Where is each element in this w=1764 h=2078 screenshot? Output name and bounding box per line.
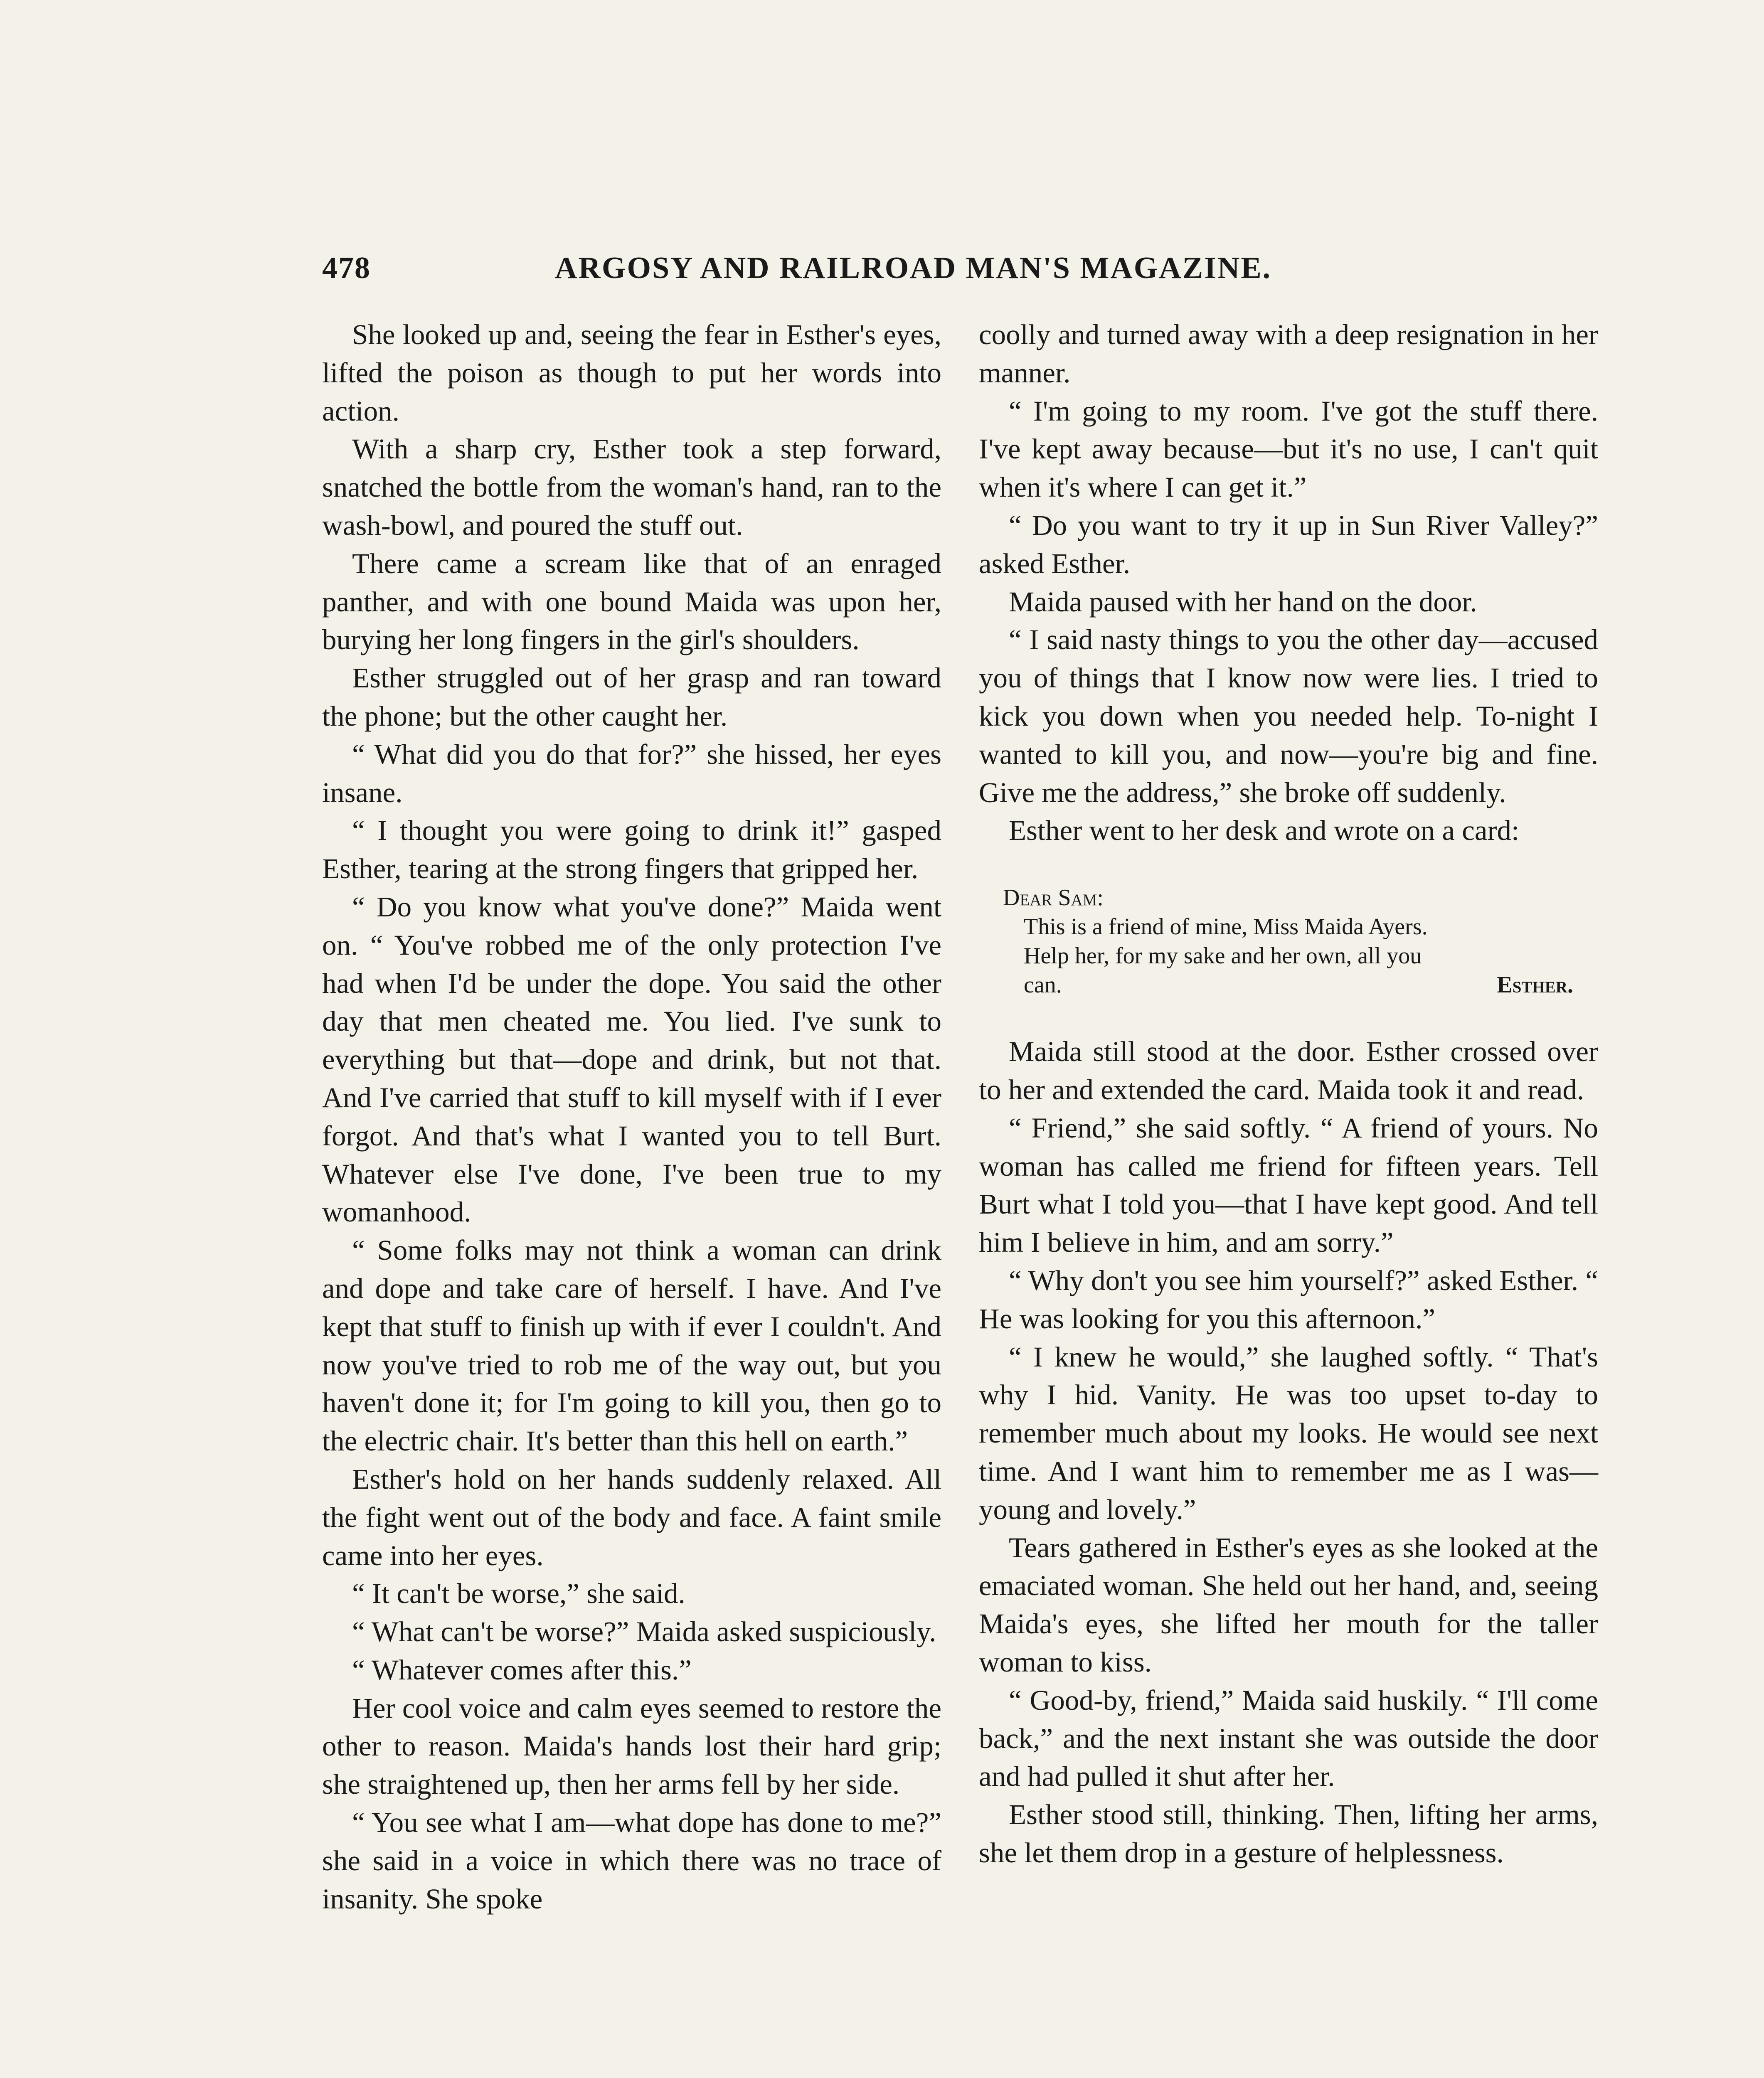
paragraph: “ Good-by, friend,” Maida said huskily. “ I'll come back,” and the next instant she was outside the door and had pulled it shut after her. <box>979 1684 1598 1792</box>
paragraph: “ Do you know what you've done?” Maida went on. “ You've robbed me of the only protection I've had when I'd be under the dope. You said the other day that men cheated me. You lied. I've sunk to everything but that—dope and drink, but not that. And I've carried that stuff to kill myself with if I ever forgot. And that's what I wanted you to tell Burt. Whatever else I've done, I've been true to my womanhood. <box>322 891 941 1228</box>
paragraph: “ You see what I am—what dope has done to me?” she said in a voice in which there was no trace of insanity. She spoke <box>322 1807 941 1915</box>
paragraph: “ I'm going to my room. I've got the stuff there. I've kept away because—but it's no use, I can't quit when it's where I can get it.” <box>979 395 1598 503</box>
left-column <box>322 316 941 1918</box>
paragraph: “ It can't be worse,” she said. <box>352 1578 685 1610</box>
letter-card <box>979 883 1598 1000</box>
paragraph: Esther stood still, thinking. Then, lifting her arms, she let them drop in a gesture of helplessness. <box>979 1799 1598 1869</box>
paragraph: “ Why don't you see him yourself?” asked Esther. “ He was looking for you this afternoon.” <box>979 1264 1598 1334</box>
paragraph: “ Do you want to try it up in Sun River Valley?” asked Esther. <box>979 509 1598 579</box>
paragraph: Maida paused with her hand on the door. <box>1009 586 1477 618</box>
paragraph: “ Some folks may not think a woman can drink and dope and take care of herself. I have. And I've kept that stuff to finish up with if ever I couldn't. And now you've tried to rob me of the way out, but you haven't done it; for I'm going to kill you, then go to the electric chair. It's better than this hell on earth.” <box>322 1234 941 1457</box>
paragraph: “ Whatever comes after this.” <box>352 1654 692 1686</box>
page-number: 478 <box>322 251 371 285</box>
paragraph: “ I knew he would,” she laughed softly. “ That's why I hid. Vanity. He was too upset to-day to remember much about my looks. He would see next time. And I want him to remember me as I was—young and lovely.” <box>979 1341 1598 1525</box>
letter-line: This is a friend of mine, Miss Maida Ayers. <box>1024 914 1428 940</box>
paragraph: “ I said nasty things to you the other day—accused you of things that I know now were lies. I tried to kick you down when you needed help. To-night I wanted to kill you, and now—you're big and fine. Give me the address,” she broke off suddenly. <box>979 624 1598 808</box>
paragraph: With a sharp cry, Esther took a step forward, snatched the bottle from the woman's hand, ran to the wash-bowl, and poured the stuff out. <box>322 433 941 541</box>
paragraph: Esther struggled out of her grasp and ran toward the phone; but the other caught her. <box>322 662 941 732</box>
paragraph: “ What did you do that for?” she hissed, her eyes insane. <box>322 738 941 808</box>
paragraph: Esther's hold on her hands suddenly relaxed. All the fight went out of the body and face. A faint smile came into her eyes. <box>322 1463 941 1571</box>
paragraph: Esther went to her desk and wrote on a card: <box>1009 815 1520 847</box>
paragraph: There came a scream like that of an enraged panther, and with one bound Maida was upon her, burying her long fingers in the girl's shoulders. <box>322 547 941 656</box>
paragraph: “ Friend,” she said softly. “ A friend of yours. No woman has called me friend for fifteen years. Tell Burt what I told you—that I have kept good. And tell him I believe in him, and am sorry.” <box>979 1112 1598 1258</box>
letter-signature: Esther. <box>1497 972 1573 998</box>
paragraph: “ What can't be worse?” Maida asked suspiciously. <box>352 1616 936 1648</box>
paragraph: Her cool voice and calm eyes seemed to restore the other to reason. Maida's hands lost their hard grip; she straightened up, then her arms fell by her side. <box>322 1692 941 1800</box>
paragraph: She looked up and, seeing the fear in Esther's eyes, lifted the poison as though to put her words into action. <box>322 319 941 427</box>
paragraph: coolly and turned away with a deep resignation in her manner. <box>979 319 1598 389</box>
right-column <box>979 316 1598 1872</box>
paragraph: “ I thought you were going to drink it!” gasped Esther, tearing at the strong fingers that gripped her. <box>322 815 941 885</box>
running-head: ARGOSY AND RAILROAD MAN'S MAGAZINE. <box>555 251 1272 285</box>
paragraph: Tears gathered in Esther's eyes as she looked at the emaciated woman. She held out her hand, and, seeing Maida's eyes, she lifted her mouth for the taller woman to kiss. <box>979 1531 1598 1678</box>
letter-line: can. <box>1024 972 1062 998</box>
paragraph: Maida still stood at the door. Esther crossed over to her and extended the card. Maida took it and read. <box>979 1036 1598 1105</box>
letter-line: Help her, for my sake and her own, all you <box>1024 943 1422 969</box>
letter-closing <box>1024 970 1573 1000</box>
letter-salutation: Dear Sam: <box>1003 885 1104 911</box>
